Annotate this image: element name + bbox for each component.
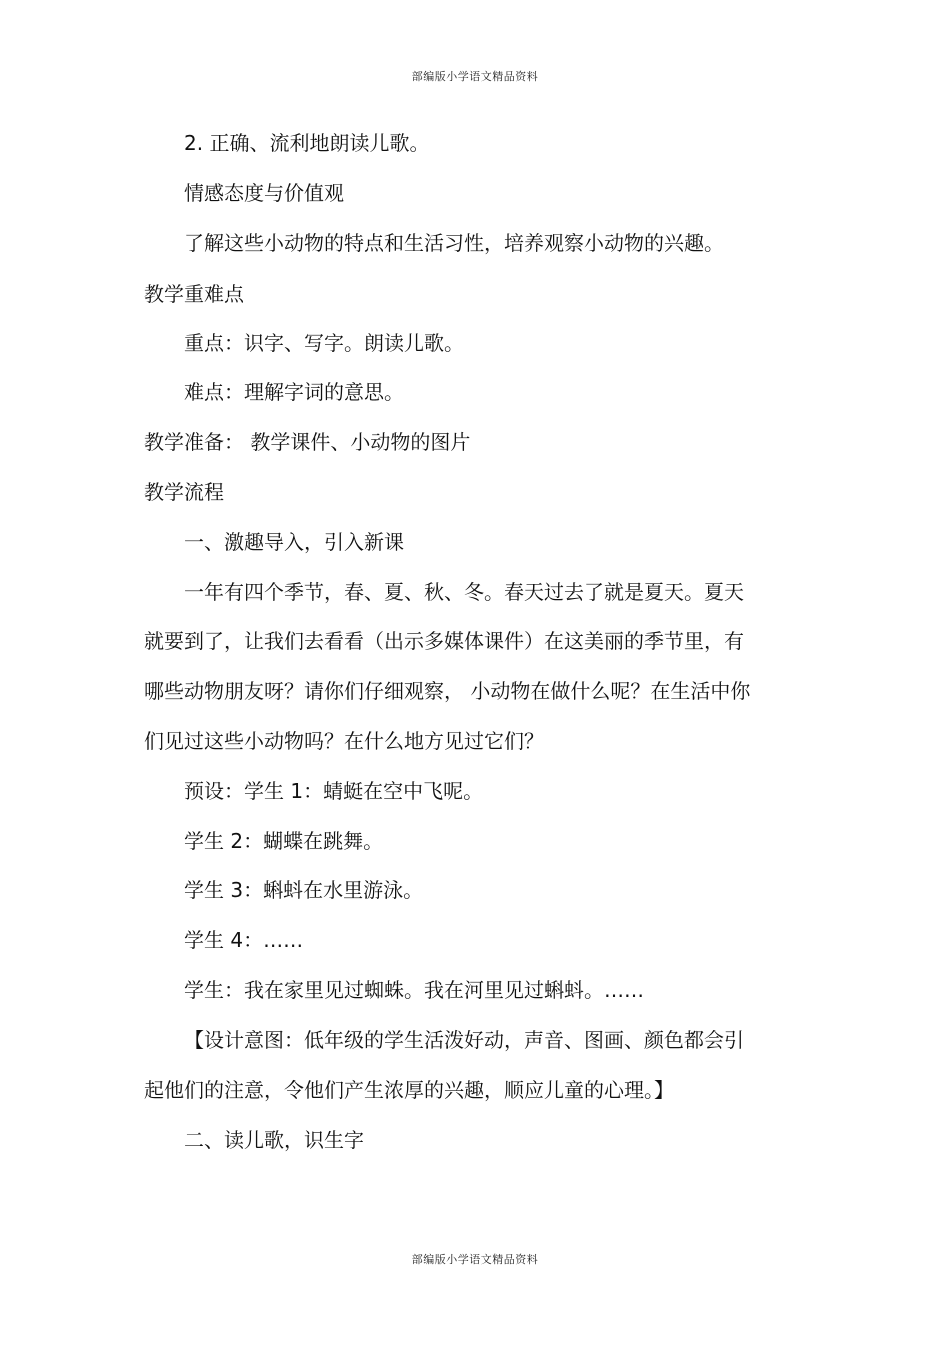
step-one-heading: 一、激趣导入，引入新课 <box>184 530 404 554</box>
design-intent-line: 起他们的注意，令他们产生浓厚的兴趣，顺应儿童的心理。】 <box>144 1078 674 1102</box>
student-answer-line: 学生 2：蝴蝶在跳舞。 <box>184 829 384 853</box>
step-two-heading: 二、读儿歌，识生字 <box>184 1128 364 1152</box>
page-footer: 部编版小学语文精品资料 <box>411 1253 539 1266</box>
paragraph-line: 一年有四个季节，春、夏、秋、冬。春天过去了就是夏天。夏天 <box>184 580 744 604</box>
section-heading-key-points: 教学重难点 <box>144 282 244 306</box>
page-header: 部编版小学语文精品资料 <box>411 70 539 83</box>
student-answer-line: 学生 3：蝌蚪在水里游泳。 <box>184 878 424 902</box>
section-subheading-attitude: 情感态度与价值观 <box>184 181 344 205</box>
section-heading-preparation: 教学准备： 教学课件、小动物的图片 <box>144 430 471 454</box>
student-answer-line: 学生 4：…… <box>184 928 304 952</box>
section-heading-process: 教学流程 <box>144 480 224 504</box>
preset-answer-line: 预设：学生 1：蜻蜓在空中飞呢。 <box>184 779 484 803</box>
student-answer-line: 学生：我在家里见过蜘蛛。我在河里见过蝌蚪。…… <box>184 978 644 1002</box>
key-point-text: 重点：识字、写字。朗读儿歌。 <box>184 331 464 355</box>
objective-line: 2. 正确、流利地朗读儿歌。 <box>184 131 430 155</box>
difficult-point-text: 难点：理解字词的意思。 <box>184 380 404 404</box>
paragraph-line: 哪些动物朋友呀？请你们仔细观察， 小动物在做什么呢？在生活中你 <box>144 679 751 703</box>
attitude-text: 了解这些小动物的特点和生活习性，培养观察小动物的兴趣。 <box>184 231 724 255</box>
paragraph-line: 就要到了，让我们去看看（出示多媒体课件）在这美丽的季节里，有 <box>144 629 744 653</box>
design-intent-line: 【设计意图：低年级的学生活泼好动，声音、图画、颜色都会引 <box>184 1028 744 1052</box>
paragraph-line: 们见过这些小动物吗？在什么地方见过它们？ <box>144 729 544 753</box>
